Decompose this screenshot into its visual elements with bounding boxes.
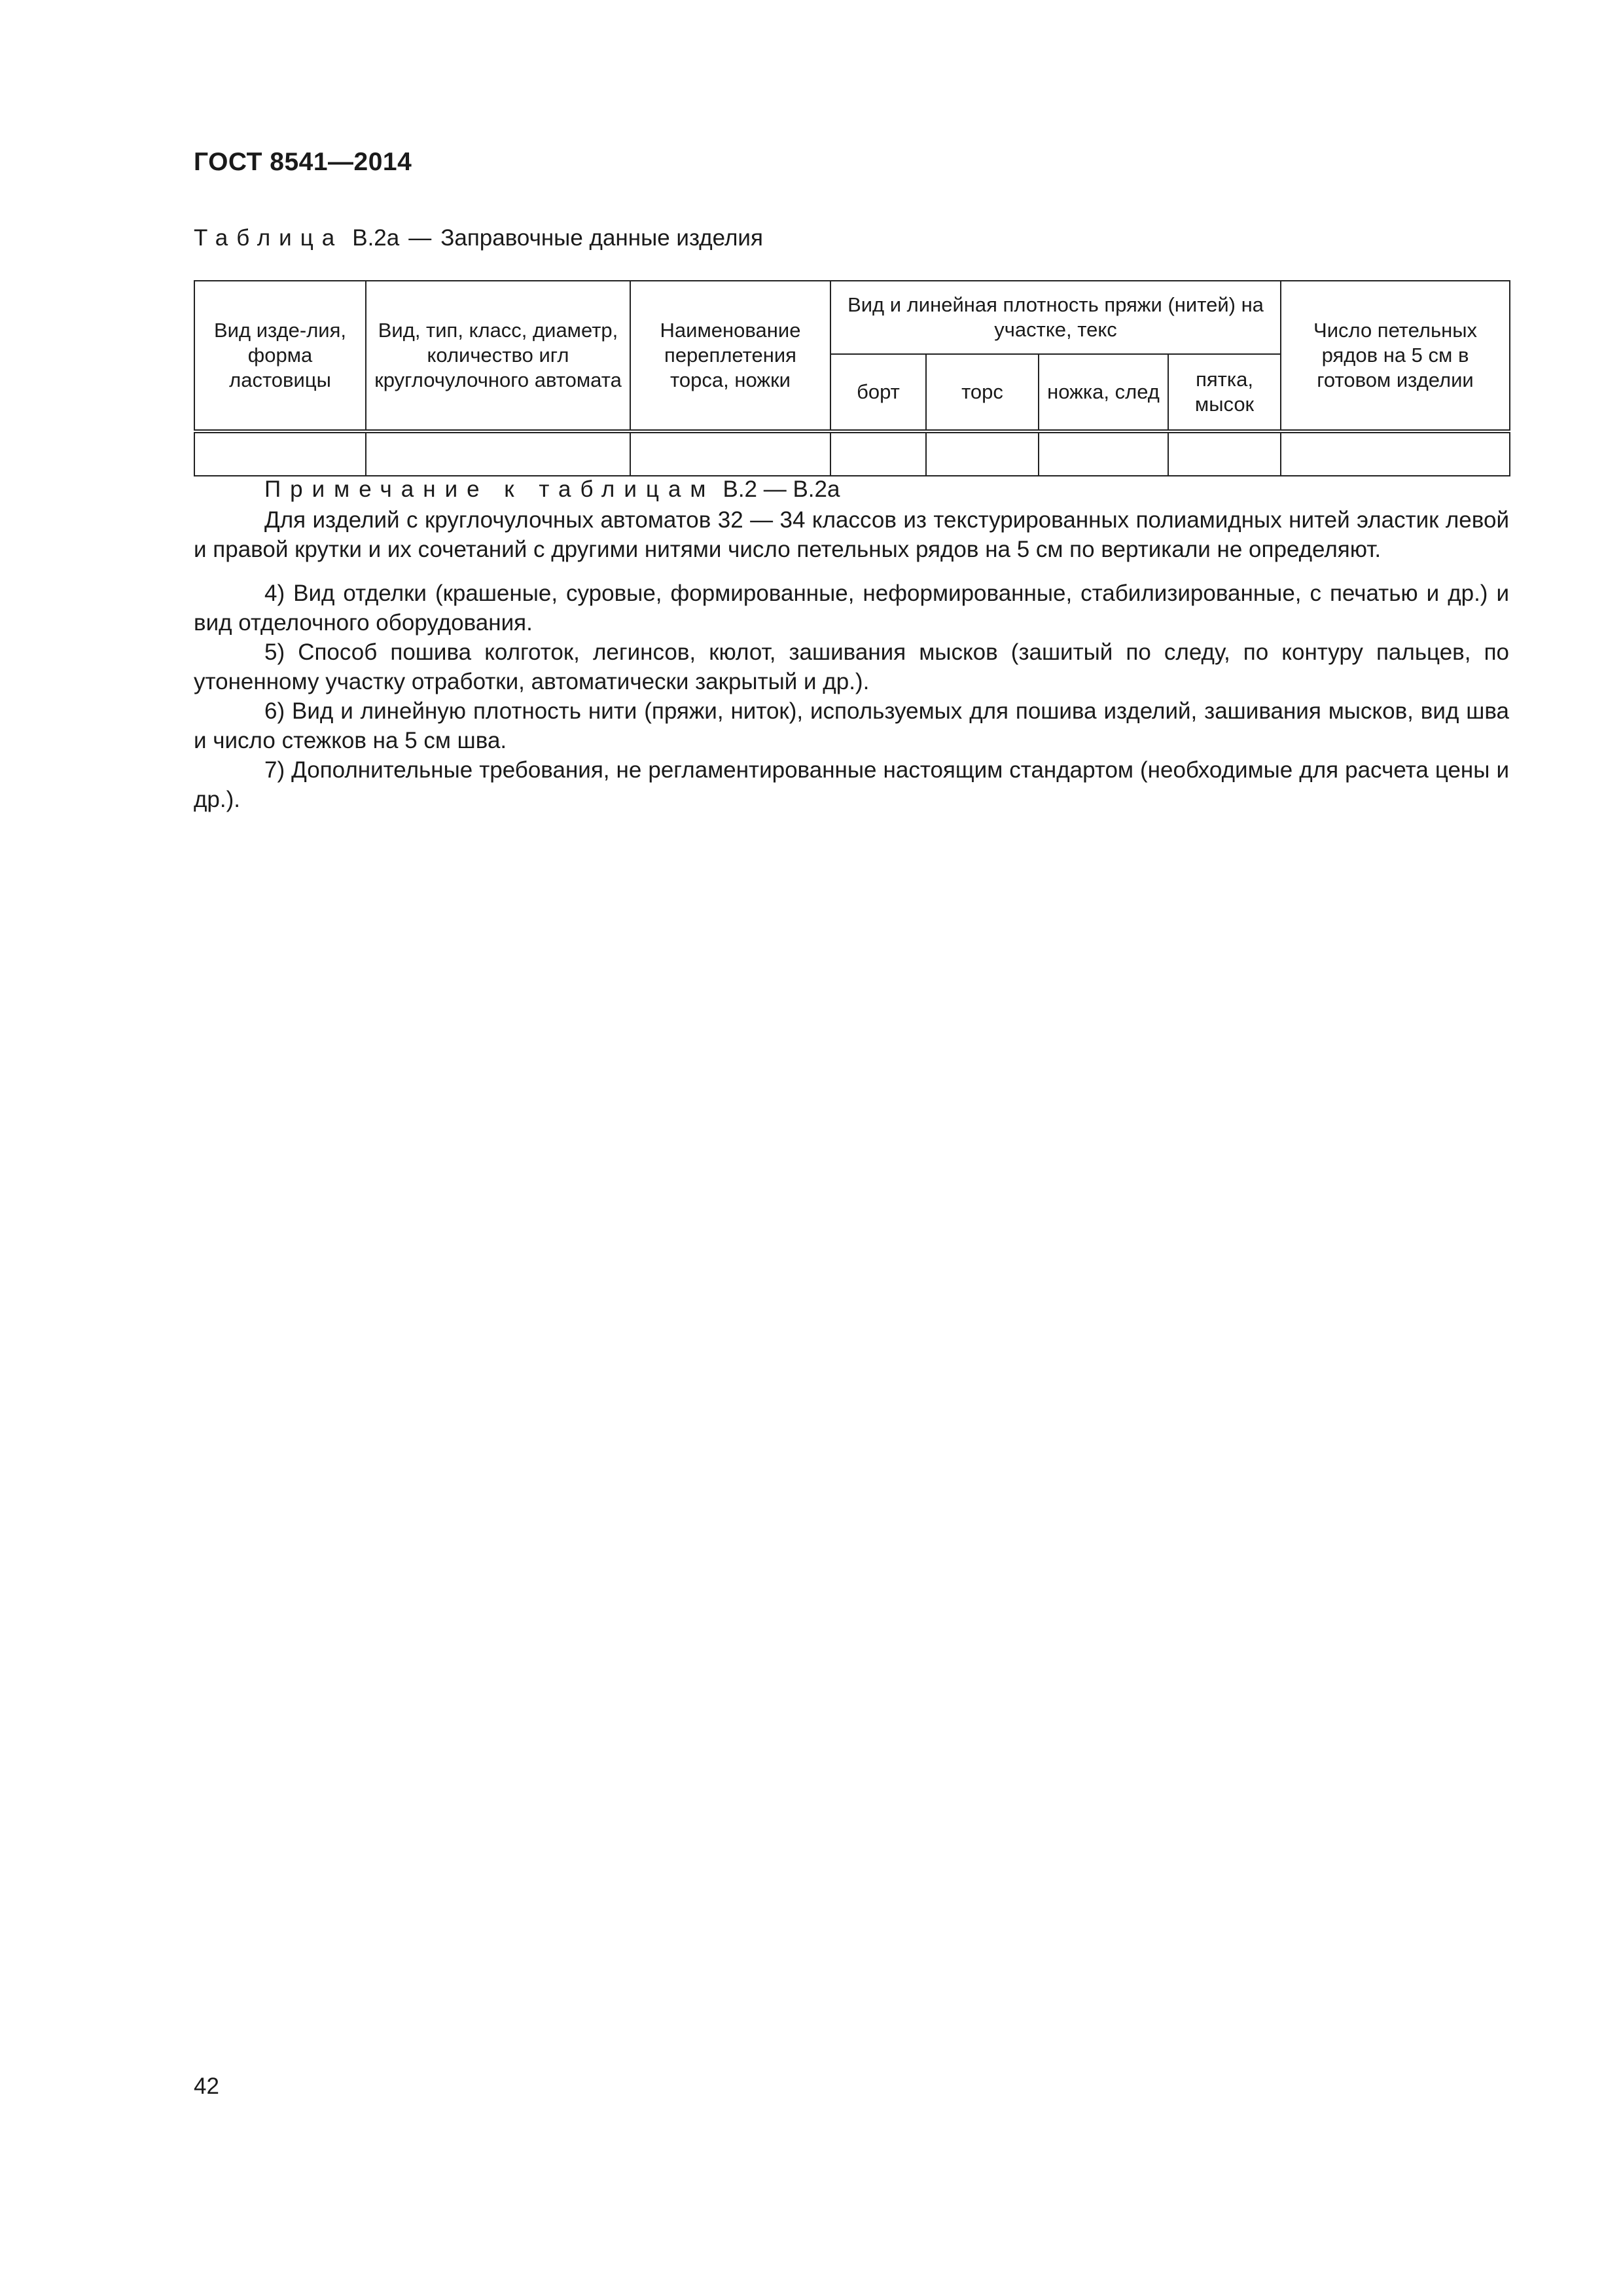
note-title <box>264 476 840 503</box>
table-row <box>194 431 1510 476</box>
header-machine-type: Вид, тип, класс, диаметр, количество игл круглочулочного автомата <box>366 281 630 431</box>
table-header-row <box>194 281 1510 354</box>
paragraph-item-5 <box>194 637 1509 696</box>
header-loop-rows: Число петельных рядов на 5 см в готовом изделии <box>1281 281 1510 431</box>
subheader-leg-foot: ножка, след <box>1039 354 1168 431</box>
paragraph-item-7 <box>194 755 1509 814</box>
table-cell <box>926 431 1039 476</box>
paragraph-text: 4) Вид отделки (крашеные, суровые, формированные, неформированные, стабилизированные, с печатью и др.) и вид отделочного оборудования. <box>194 581 1509 636</box>
subheader-welt: борт <box>830 354 926 431</box>
table-cell <box>630 431 830 476</box>
table-caption-title: Заправочные данные изделия <box>440 225 763 251</box>
table-caption-number: В.2а <box>352 225 400 251</box>
subheader-torso: торс <box>926 354 1039 431</box>
paragraph-text: 6) Вид и линейную плотность нити (пряжи, ниток), используемых для пошива изделий, зашивания мысков, вид шва и число стежков на 5 см шва. <box>194 698 1509 753</box>
paragraph-item-6 <box>194 696 1509 755</box>
note-title-label: Примечание к таблицам <box>264 476 715 502</box>
header-yarn-density-group: Вид и линейная плотность пряжи (нитей) на участке, текс <box>830 281 1281 354</box>
page-number: 42 <box>194 2073 219 2099</box>
table-cell <box>830 431 926 476</box>
subheader-heel-toe: пятка, мысок <box>1168 354 1281 431</box>
table-caption-dash: — <box>408 225 432 251</box>
paragraph-text: 5) Способ пошива колготок, легинсов, кюлот, зашивания мысков (зашитый по следу, по контуру пальцев, по утоненному участку отработки, автоматически закрытый и др.). <box>194 639 1509 694</box>
note-title-range: В.2 — В.2а <box>722 476 840 502</box>
table-caption-label: Таблица <box>194 225 344 251</box>
header-product-type: Вид изде-лия, форма ластовицы <box>194 281 366 431</box>
table-cell <box>366 431 630 476</box>
note-text-body: Для изделий с круглочулочных автоматов 32 — 34 классов из текстурированных полиамидных нитей эластик левой и правой крутки и их сочетаний с другими нитями число петельных рядов на 5 см по вертикали не определяют. <box>194 507 1509 562</box>
table-caption <box>194 225 763 251</box>
paragraph-text: 7) Дополнительные требования, не регламентированные настоящим стандартом (необходимые для расчета цены и др.). <box>194 757 1509 812</box>
table-cell <box>194 431 366 476</box>
header-weave-name: Наименование переплетения торса, ножки <box>630 281 830 431</box>
table-cell <box>1168 431 1281 476</box>
refill-data-table <box>194 280 1510 476</box>
document-code: ГОСТ 8541—2014 <box>194 148 412 176</box>
note-text <box>194 505 1509 564</box>
table-cell <box>1039 431 1168 476</box>
table-cell <box>1281 431 1510 476</box>
paragraph-item-4 <box>194 579 1509 637</box>
